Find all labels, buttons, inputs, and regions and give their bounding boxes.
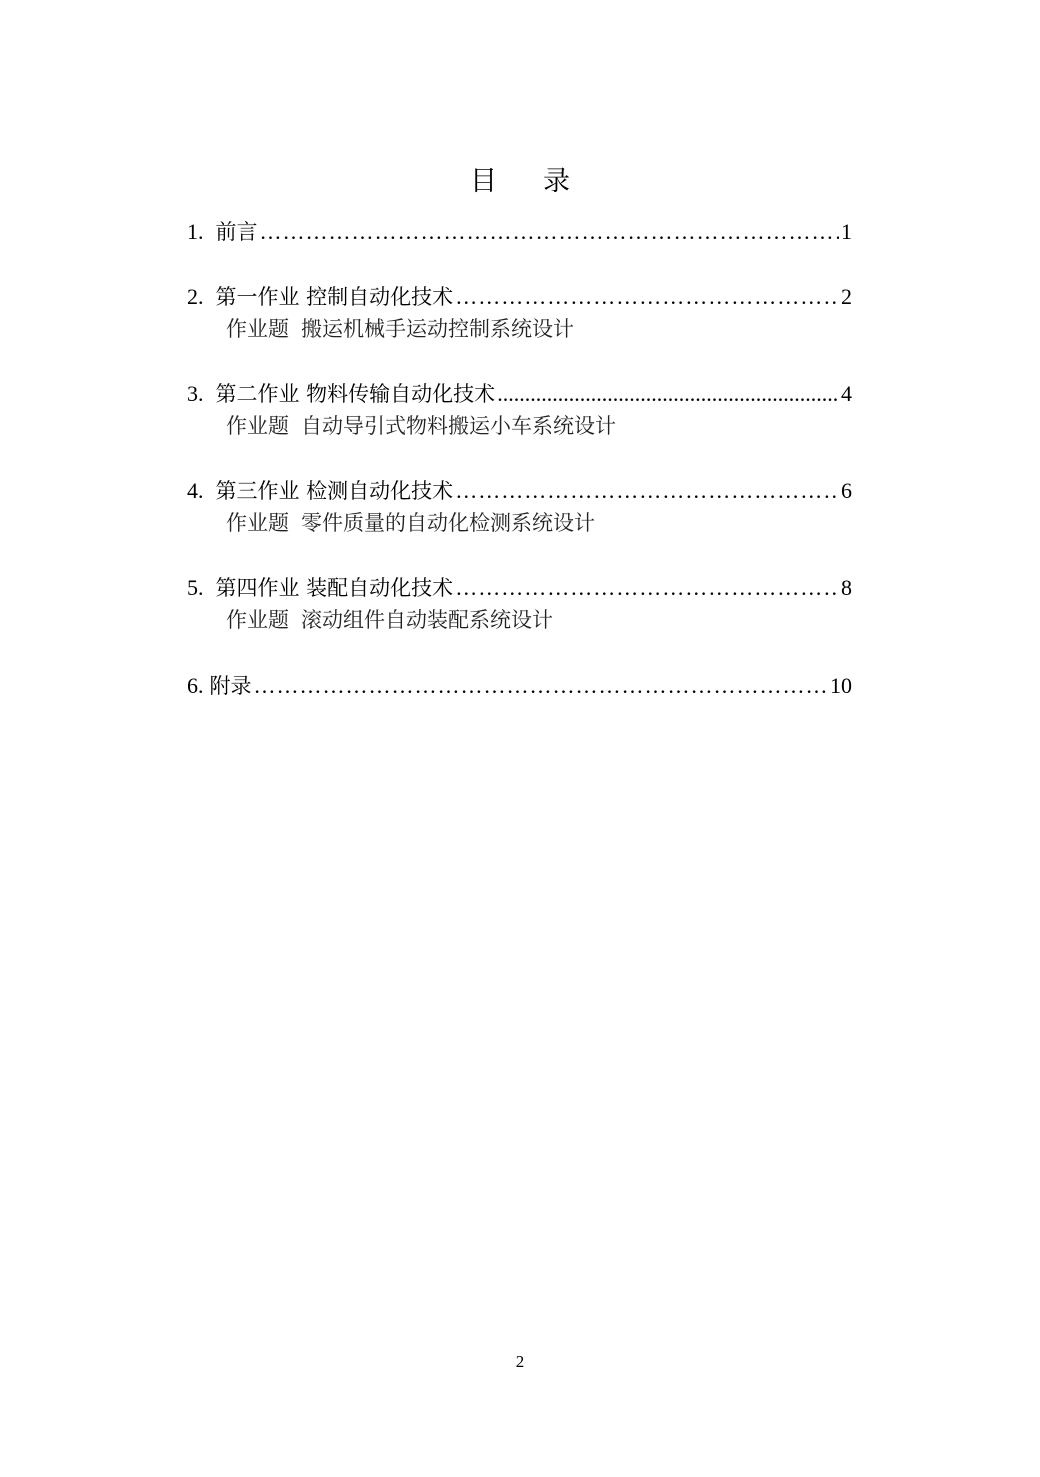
page-number: 2 bbox=[515, 1352, 525, 1371]
toc-entry-assignment-3[interactable] bbox=[187, 476, 852, 540]
toc-page-number: 10 bbox=[830, 673, 852, 698]
toc-title[interactable]: 第三作业 检测自动化技术 bbox=[215, 479, 454, 503]
toc-sub-label: 作业题 bbox=[226, 608, 289, 632]
toc-sub-label: 作业题 bbox=[226, 317, 289, 341]
toc-number: 3. bbox=[187, 381, 204, 406]
toc-leader-dots bbox=[497, 379, 839, 409]
toc-leader-dots bbox=[254, 671, 829, 701]
toc-sub-title: 搬运机械手运动控制系统设计 bbox=[301, 317, 574, 341]
toc-number: 2. bbox=[187, 284, 204, 309]
toc-page-number: 2 bbox=[841, 284, 852, 309]
toc-number: 1. bbox=[187, 219, 204, 244]
toc-sub-label: 作业题 bbox=[226, 414, 289, 438]
toc-sub-label: 作业题 bbox=[226, 511, 289, 535]
toc-line[interactable] bbox=[187, 671, 852, 701]
page-title: 目录 bbox=[470, 166, 616, 197]
toc-title[interactable]: 第一作业 控制自动化技术 bbox=[215, 285, 454, 309]
toc-entry-assignment-4[interactable] bbox=[187, 573, 852, 637]
toc-number: 5. bbox=[187, 575, 204, 600]
toc-page-number: 6 bbox=[841, 478, 852, 503]
toc-line[interactable] bbox=[187, 282, 852, 312]
toc-sub-title: 滚动组件自动装配系统设计 bbox=[301, 608, 553, 632]
toc-subtitle bbox=[226, 409, 852, 443]
toc-page-number: 1 bbox=[841, 219, 852, 244]
toc-line[interactable] bbox=[187, 217, 852, 247]
toc-leader-dots bbox=[455, 282, 839, 312]
toc-line[interactable] bbox=[187, 573, 852, 603]
toc-entry-assignment-2[interactable] bbox=[187, 379, 852, 443]
toc-entry-assignment-1[interactable] bbox=[187, 282, 852, 346]
toc-page-number: 4 bbox=[841, 381, 852, 406]
toc-leader-dots bbox=[260, 217, 840, 247]
toc-sub-title: 自动导引式物料搬运小车系统设计 bbox=[301, 414, 616, 438]
toc-number: 6. bbox=[187, 673, 204, 698]
toc-entry-preface[interactable] bbox=[187, 217, 852, 247]
toc-line[interactable] bbox=[187, 476, 852, 506]
toc-leader-dots bbox=[455, 573, 839, 603]
toc-title[interactable]: 第四作业 装配自动化技术 bbox=[215, 576, 454, 600]
toc-subtitle bbox=[226, 312, 852, 346]
toc-sub-title: 零件质量的自动化检测系统设计 bbox=[301, 511, 595, 535]
toc-title[interactable]: 附录 bbox=[209, 674, 252, 698]
toc-page-number: 8 bbox=[841, 575, 852, 600]
toc-line[interactable] bbox=[187, 379, 852, 409]
toc-leader-dots bbox=[455, 476, 839, 506]
toc-title[interactable]: 第二作业 物料传输自动化技术 bbox=[215, 382, 496, 406]
toc-subtitle bbox=[226, 603, 852, 637]
toc-number: 4. bbox=[187, 478, 204, 503]
toc-title[interactable]: 前言 bbox=[215, 220, 258, 244]
toc-entry-appendix[interactable] bbox=[187, 671, 852, 701]
toc-subtitle bbox=[226, 506, 852, 540]
